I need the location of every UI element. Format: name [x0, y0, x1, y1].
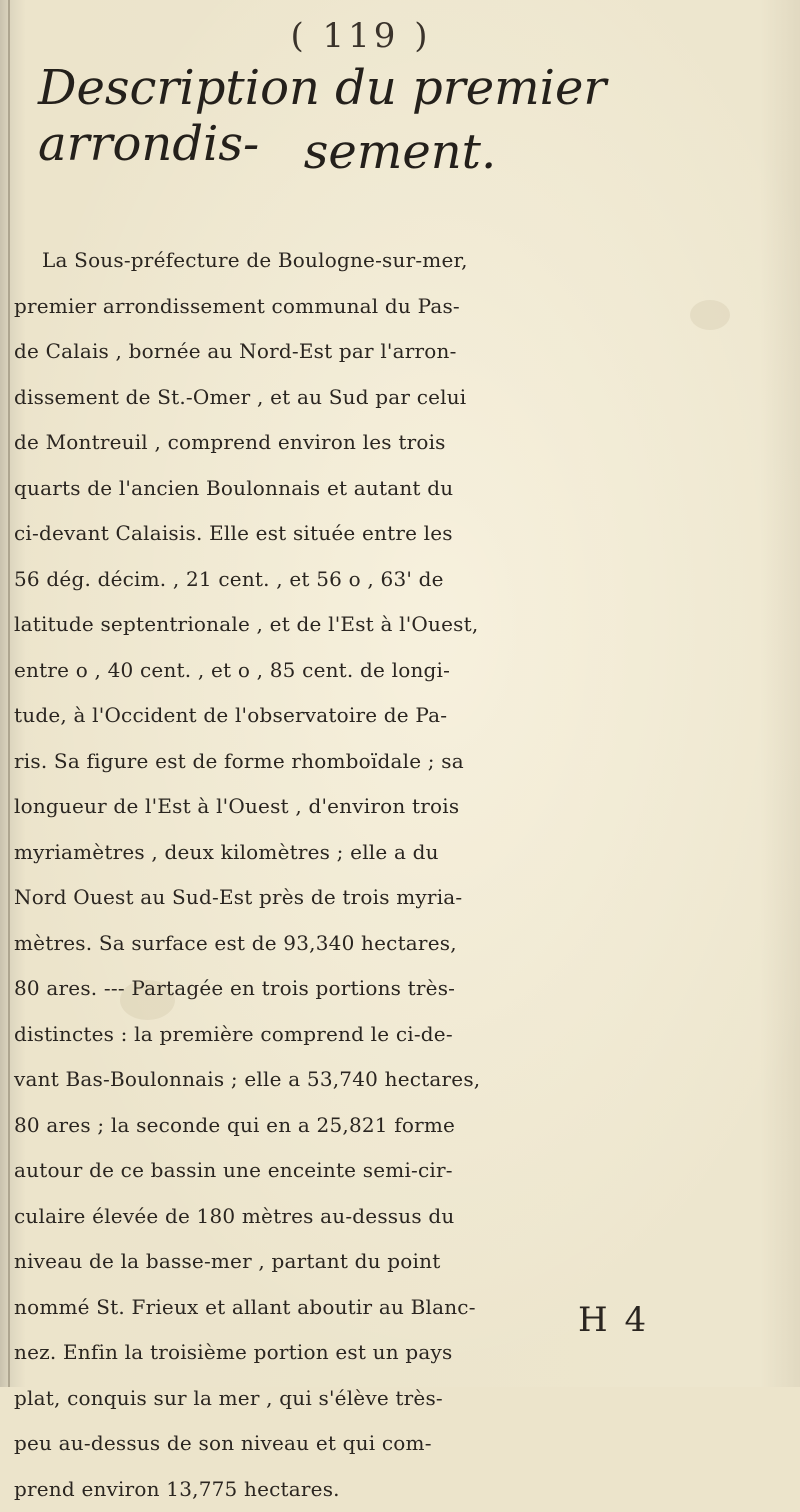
text-line: ci-devant Calaisis. Elle est située entre les	[14, 511, 794, 557]
text-line: Nord Ouest au Sud-Est près de trois myria-	[14, 875, 794, 921]
text-line: niveau de la basse-mer , partant du point	[14, 1239, 794, 1285]
text-line: 56 dég. décim. , 21 cent. , et 56 o , 63' de	[14, 557, 794, 603]
text-line: vant Bas-Boulonnais ; elle a 53,740 hectares,	[14, 1057, 794, 1103]
text-line: tude, à l'Occident de l'observatoire de Pa-	[14, 693, 794, 739]
text-line: de Montreuil , comprend environ les trois	[14, 420, 794, 466]
text-line: La Sous-préfecture de Boulogne-sur-mer,	[14, 238, 794, 284]
text-line: premier arrondissement communal du Pas-	[14, 284, 794, 330]
text-line: nez. Enfin la troisième portion est un pays	[14, 1330, 794, 1376]
text-line: culaire élevée de 180 mètres au-dessus du	[14, 1194, 794, 1240]
body-paragraph	[14, 238, 794, 1512]
text-line: peu au-dessus de son niveau et qui com-	[14, 1421, 794, 1467]
section-title-line-2: sement.	[0, 124, 800, 180]
signature-mark: H 4	[578, 1300, 649, 1340]
text-line: mètres. Sa surface est de 93,340 hectares,	[14, 921, 794, 967]
text-line: 80 ares. --- Partagée en trois portions très-	[14, 966, 794, 1012]
text-line: latitude septentrionale , et de l'Est à l'Ouest,	[14, 602, 794, 648]
text-line: plat, conquis sur la mer , qui s'élève très-	[14, 1376, 794, 1422]
text-line: autour de ce bassin une enceinte semi-cir-	[14, 1148, 794, 1194]
section-title-line-1: Description du premier arrondis-	[20, 60, 800, 172]
text-line: de Calais , bornée au Nord-Est par l'arron-	[14, 329, 794, 375]
text-line: quarts de l'ancien Boulonnais et autant du	[14, 466, 794, 512]
text-line: longueur de l'Est à l'Ouest , d'environ trois	[14, 784, 794, 830]
text-line: 80 ares ; la seconde qui en a 25,821 forme	[14, 1103, 794, 1149]
page-gutter	[8, 0, 10, 1387]
page-number: ( 119 )	[286, 16, 436, 56]
text-line: myriamètres , deux kilomètres ; elle a du	[14, 830, 794, 876]
text-line: prend environ 13,775 hectares.	[14, 1467, 794, 1512]
text-line: ris. Sa figure est de forme rhomboïdale ; sa	[14, 739, 794, 785]
text-line: distinctes : la première comprend le ci-de-	[14, 1012, 794, 1058]
text-line: entre o , 40 cent. , et o , 85 cent. de longi-	[14, 648, 794, 694]
text-line: dissement de St.-Omer , et au Sud par celui	[14, 375, 794, 421]
text-line: nommé St. Frieux et allant aboutir au Blanc-	[14, 1285, 794, 1331]
